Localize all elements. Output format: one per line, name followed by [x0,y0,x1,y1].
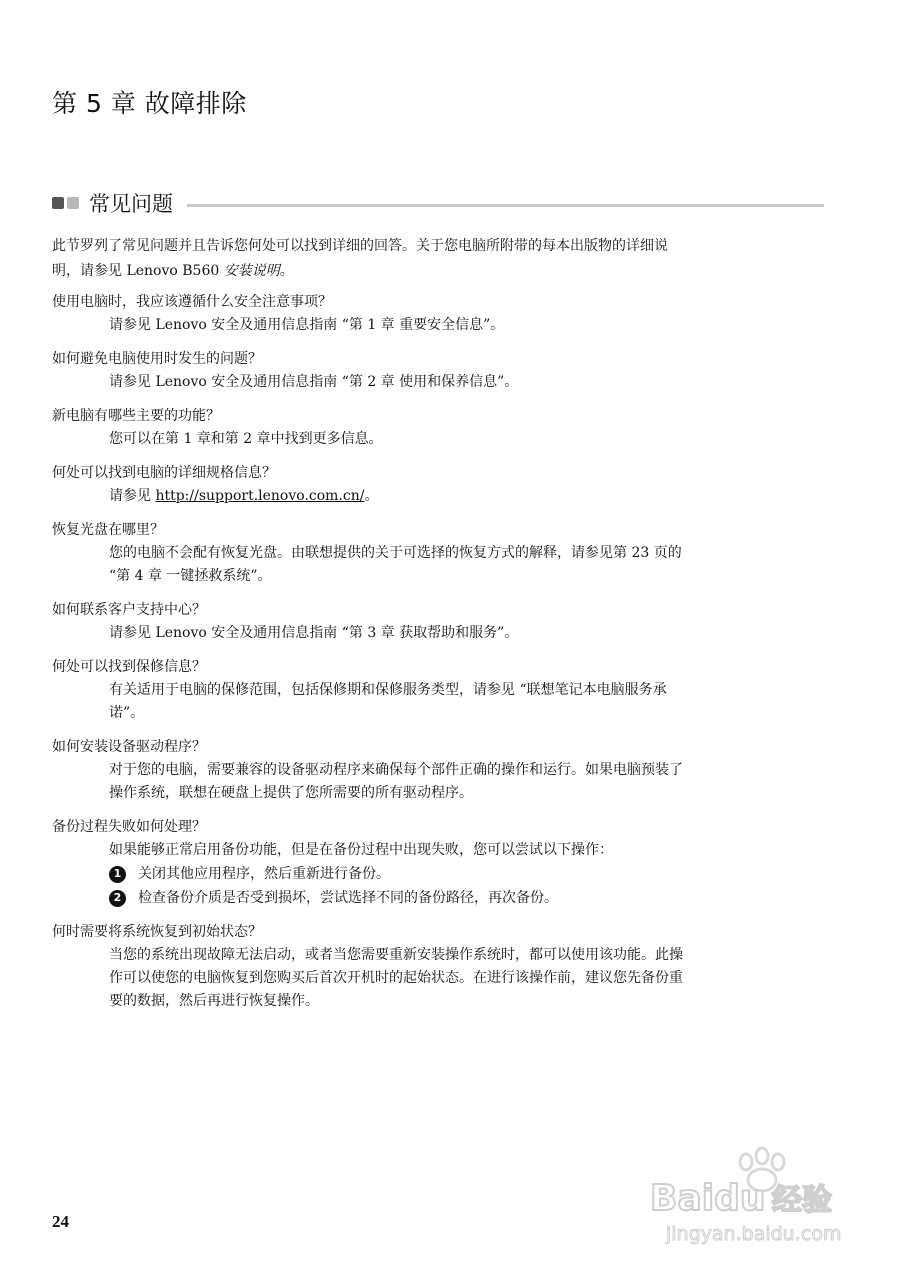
answer-line: “第 4 章 一键拯救系统”。 [109,568,272,584]
section-title: 常见问题 [89,192,173,216]
faq-answer: 如果能够正常启用备份功能，但是在备份过程中出现失败，您可以尝试以下操作： [109,842,613,858]
faq-answer: 您可以在第 1 章和第 2 章中找到更多信息。 [109,431,383,447]
answer-suffix: 。 [364,488,379,504]
faq-item [52,815,822,910]
chapter-title: 第 5 章 故障排除 [52,89,247,118]
answer-line: 您的电脑不会配有恢复光盘。由联想提供的关于可选择的恢复方式的解释，请参见第 23 页的 [109,545,682,561]
faq-question: 何时需要将系统恢复到初始状态？ [52,924,262,940]
answer-line: 有关适用于电脑的保修范围，包括保修期和保修服务类型，请参见 “联想笔记本电脑服务承 [109,682,667,698]
step-item [52,886,822,910]
step-number-2-icon: 2 [109,890,126,907]
faq-item [52,347,822,394]
watermark-brand: Baidu [650,1178,766,1219]
faq-item [52,920,822,1013]
section-marker-light [67,197,79,209]
step-item [52,862,822,886]
faq-question: 新电脑有哪些主要的功能？ [52,408,220,424]
section-marker-dark [52,197,64,209]
intro-line1: 此节罗列了常见问题并且告诉您何处可以找到详细的回答。关于您电脑所附带的每本出版物的详细说 [52,238,668,254]
watermark-brand-cn: 经验 [772,1183,832,1218]
watermark-url: jingyan.baidu.com [666,1223,842,1245]
faq-question: 备份过程失败如何处理？ [52,819,206,835]
intro-line2-suffix: 。 [279,263,294,279]
baidu-jingyan-watermark [650,1140,880,1250]
faq-answer [52,679,822,725]
faq-answer: 请参见 Lenovo 安全及通用信息指南 “第 2 章 使用和保养信息”。 [109,374,519,390]
section-rule [187,204,824,207]
faq-answer [52,542,822,588]
answer-line: 诺”。 [109,705,145,721]
answer-line: 要的数据，然后再进行恢复操作。 [109,993,319,1009]
step-number-1-icon: 1 [109,866,126,883]
support-link[interactable]: http://support.lenovo.com.cn/ [155,488,365,504]
answer-line: 操作系统，联想在硬盘上提供了您所需要的所有驱动程序。 [109,785,473,801]
faq-item [52,461,822,508]
faq-answer [52,944,822,1013]
step-text: 关闭其他应用程序，然后重新进行备份。 [138,866,390,882]
faq-question: 如何联系客户支持中心？ [52,602,206,618]
faq-item [52,404,822,451]
faq-item [52,735,822,805]
faq-item [52,598,822,645]
faq-question: 何处可以找到保修信息？ [52,659,206,675]
faq-answer: 请参见 Lenovo 安全及通用信息指南 “第 3 章 获取帮助和服务”。 [109,625,519,641]
faq-answer: 请参见 Lenovo 安全及通用信息指南 “第 1 章 重要安全信息”。 [109,317,505,333]
answer-line: 当您的系统出现故障无法启动，或者当您需要重新安装操作系统时，都可以使用该功能。此操 [109,947,683,963]
faq-question: 使用电脑时，我应该遵循什么安全注意事项？ [52,294,332,310]
faq-question: 恢复光盘在哪里？ [52,522,164,538]
faq-answer [52,759,822,805]
faq-question: 如何安装设备驱动程序？ [52,739,206,755]
answer-line: 作可以使您的电脑恢复到您购买后首次开机时的起始状态。在进行该操作前，建议您先备份重 [109,970,683,986]
page-number: 24 [52,1212,69,1231]
faq-list [52,290,822,1023]
intro-paragraph [52,234,822,284]
intro-line2-prefix: 明，请参见 Lenovo B560 [52,263,224,279]
faq-answer [52,485,822,508]
faq-item [52,518,822,588]
section-heading [52,188,824,218]
step-text: 检查备份介质是否受到损坏，尝试选择不同的备份路径，再次备份。 [138,890,558,906]
faq-question: 何处可以找到电脑的详细规格信息？ [52,465,276,481]
faq-item [52,655,822,725]
answer-line: 对于您的电脑，需要兼容的设备驱动程序来确保每个部件正确的操作和运行。如果电脑预装了 [109,762,683,778]
answer-prefix: 请参见 [109,488,156,504]
faq-item [52,290,822,337]
faq-question: 如何避免电脑使用时发生的问题？ [52,351,262,367]
intro-doc-title: 安装说明 [223,263,280,279]
